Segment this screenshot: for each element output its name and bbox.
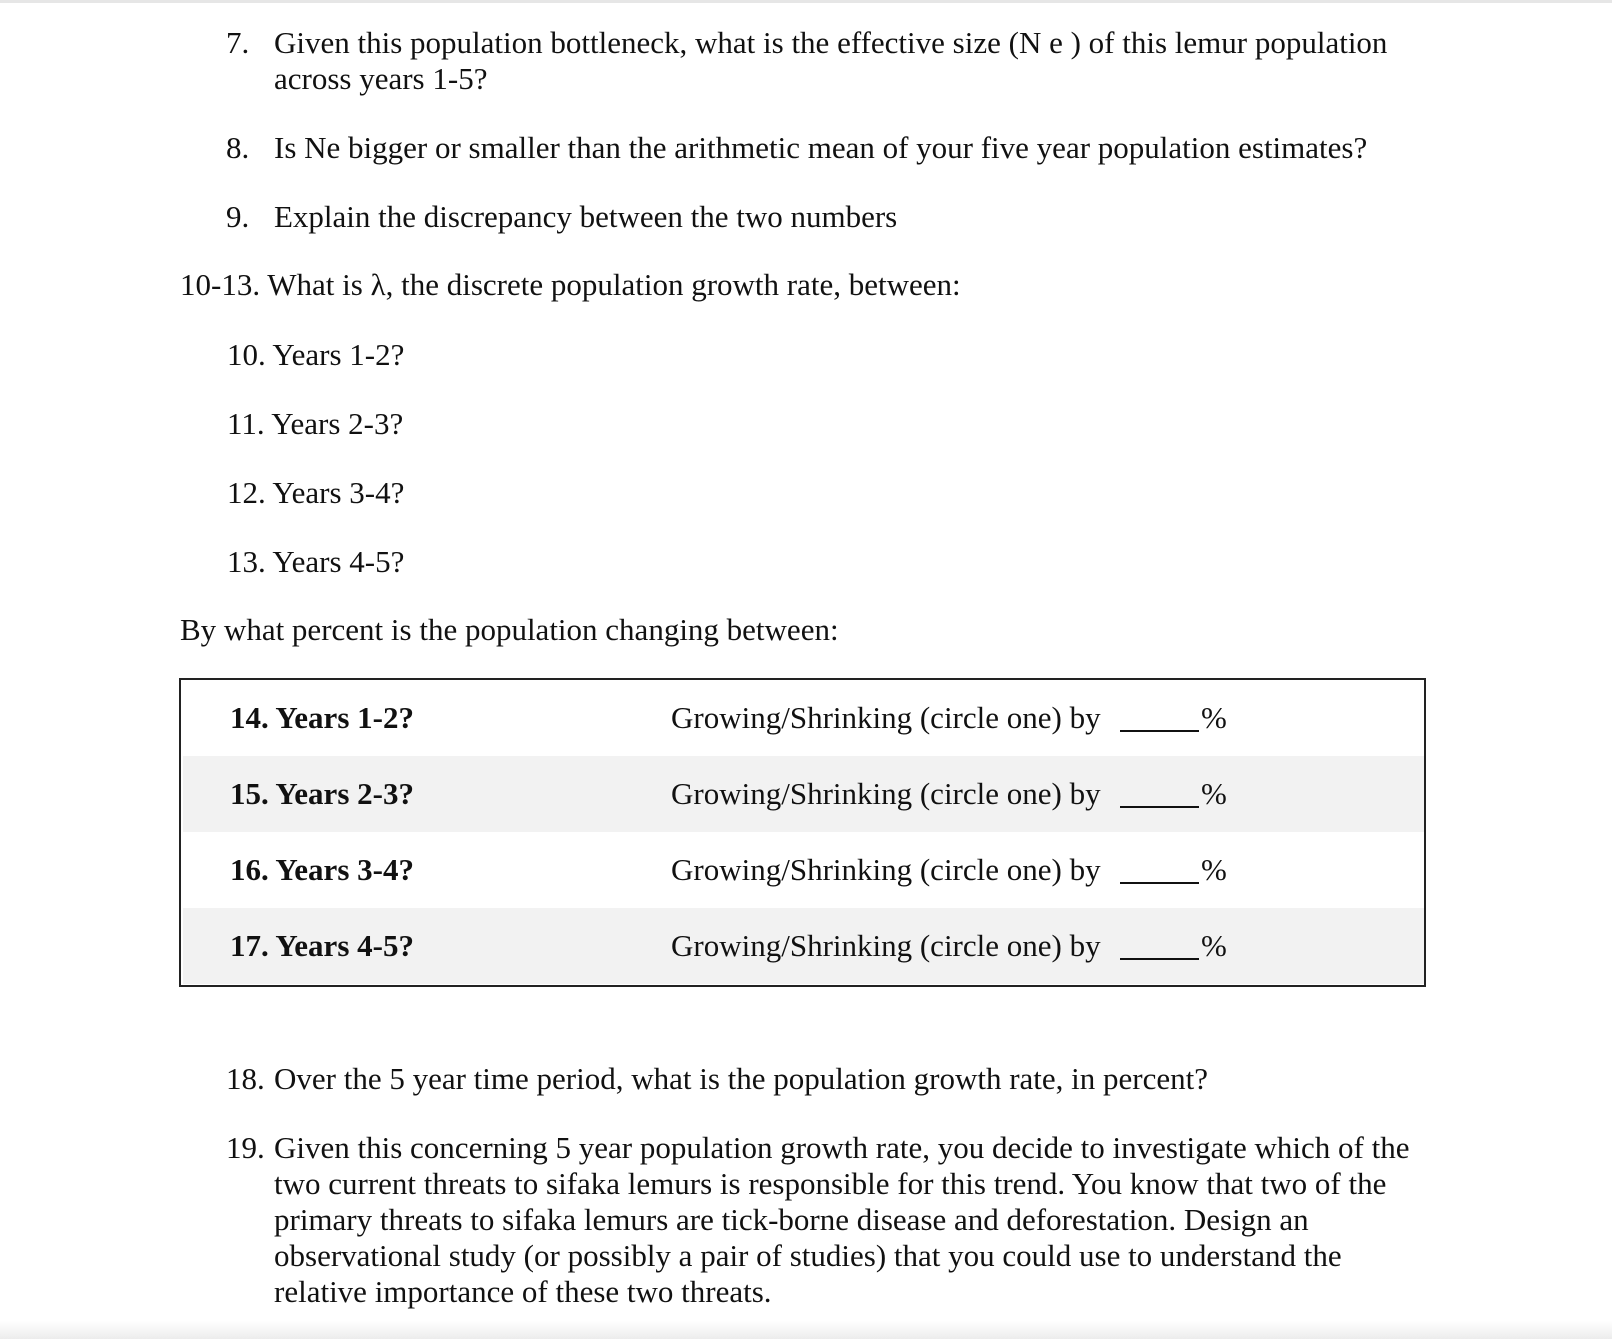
question-18 bbox=[226, 1061, 1426, 1097]
percent-heading: By what percent is the population changing between: bbox=[180, 612, 839, 647]
question-number: 19. bbox=[226, 1130, 265, 1165]
percent-sign: % bbox=[1201, 928, 1227, 963]
lambda-heading: 10-13. What is λ, the discrete population growth rate, between: bbox=[180, 267, 961, 302]
question-9 bbox=[226, 199, 1426, 235]
row-label: 15. Years 2-3? bbox=[230, 776, 414, 811]
row-label: 17. Years 4-5? bbox=[230, 928, 414, 963]
item-text: Years 1-2? bbox=[272, 337, 405, 372]
item-number: 10. bbox=[227, 337, 266, 372]
percent-sign: % bbox=[1201, 852, 1227, 887]
question-number: 9. bbox=[226, 199, 250, 234]
question-number: 7. bbox=[226, 25, 250, 60]
question-text: Given this population bottleneck, what is the effective size (N e ) of this lemur population across years 1-5? bbox=[274, 25, 1388, 96]
question-number: 8. bbox=[226, 130, 250, 165]
question-19 bbox=[226, 1130, 1426, 1310]
growing-shrinking-choice[interactable]: Growing/Shrinking (circle one) by bbox=[671, 928, 1101, 963]
table-row bbox=[183, 832, 1424, 908]
percent-sign: % bbox=[1201, 700, 1227, 735]
top-divider bbox=[0, 0, 1612, 3]
percent-answer-blank[interactable] bbox=[1120, 882, 1199, 884]
item-text: Years 2-3? bbox=[271, 406, 404, 441]
lambda-item-10 bbox=[227, 337, 404, 373]
question-text: Over the 5 year time period, what is the population growth rate, in percent? bbox=[274, 1061, 1208, 1096]
percent-sign: % bbox=[1201, 776, 1227, 811]
item-text: Years 3-4? bbox=[272, 475, 405, 510]
item-number: 12. bbox=[227, 475, 266, 510]
item-number: 11. bbox=[227, 406, 265, 441]
table-row bbox=[183, 908, 1424, 984]
growing-shrinking-choice[interactable]: Growing/Shrinking (circle one) by bbox=[671, 700, 1101, 735]
lambda-item-13 bbox=[227, 544, 404, 580]
lambda-item-11 bbox=[227, 406, 403, 442]
question-text: Is Ne bigger or smaller than the arithmetic mean of your five year population estimates? bbox=[274, 130, 1368, 165]
percent-change-table bbox=[179, 678, 1426, 987]
item-text: Years 4-5? bbox=[272, 544, 405, 579]
percent-answer-blank[interactable] bbox=[1120, 730, 1199, 732]
row-label: 14. Years 1-2? bbox=[230, 700, 414, 735]
question-8 bbox=[226, 130, 1426, 166]
percent-answer-blank[interactable] bbox=[1120, 958, 1199, 960]
item-number: 13. bbox=[227, 544, 266, 579]
question-text: Explain the discrepancy between the two numbers bbox=[274, 199, 898, 234]
table-row bbox=[183, 680, 1424, 756]
bottom-shadow bbox=[0, 1321, 1612, 1339]
table-row bbox=[183, 756, 1424, 832]
question-7 bbox=[226, 25, 1426, 97]
growing-shrinking-choice[interactable]: Growing/Shrinking (circle one) by bbox=[671, 776, 1101, 811]
question-number: 18. bbox=[226, 1061, 265, 1096]
question-text: Given this concerning 5 year population growth rate, you decide to investigate which of the two current threats to sifaka lemurs is responsible for this trend. You know that two of the primary threats to sifaka lemurs are tick-borne disease and deforestation. Design an observational study (or possibly a pair of studies) that you could use to understand the relative importance of these two threats. bbox=[274, 1130, 1410, 1309]
growing-shrinking-choice[interactable]: Growing/Shrinking (circle one) by bbox=[671, 852, 1101, 887]
lambda-item-12 bbox=[227, 475, 404, 511]
percent-answer-blank[interactable] bbox=[1120, 806, 1199, 808]
row-label: 16. Years 3-4? bbox=[230, 852, 414, 887]
